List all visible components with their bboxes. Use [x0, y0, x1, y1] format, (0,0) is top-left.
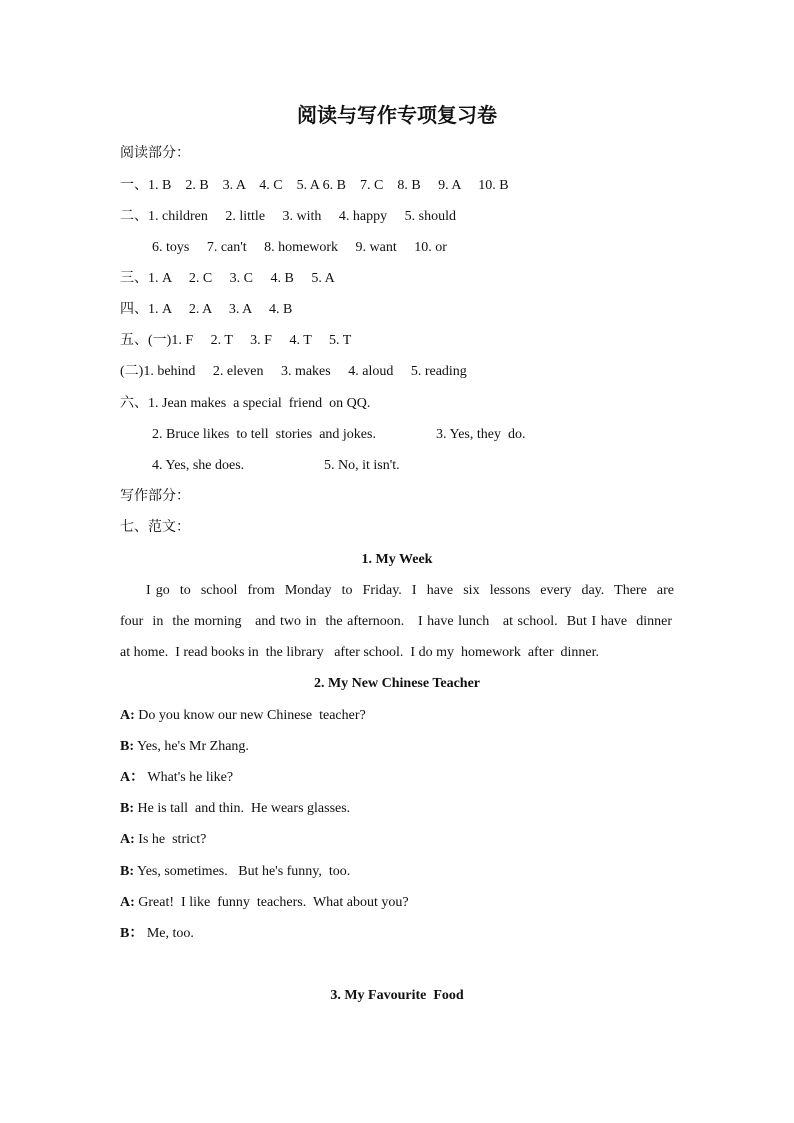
dialogue-line	[120, 924, 194, 944]
sample-heading: 七、范文：	[120, 520, 190, 535]
dialogue-text: He is tall and thin. He wears glasses.	[134, 801, 351, 816]
dialogue-line	[120, 893, 409, 913]
answer-line-3: 三、1. A 2. C 3. C 4. B 5. A	[120, 271, 335, 286]
answer-line-6-2: 2. Bruce likes to tell stories and jokes.	[152, 427, 376, 442]
dialogue-text: Do you know our new Chinese teacher?	[134, 708, 366, 723]
page-title: 阅读与写作专项复习卷	[297, 105, 497, 127]
dialogue-line	[120, 706, 366, 726]
essay1-title: 1. My Week	[361, 552, 433, 567]
answer-line-6-5: 5. No, it isn't.	[324, 458, 400, 473]
answer-line-5b: (二)1. behind 2. eleven 3. makes 4. aloud 5. reading	[120, 364, 467, 379]
dialogue-text: Great! I like funny teachers. What about you?	[134, 895, 409, 910]
answer-line-1: 一、1. B 2. B 3. A 4. C 5. A 6. B 7. C 8. B 9. A 10. B	[120, 178, 509, 193]
answer-line-2: 二、1. children 2. little 3. with 4. happy 5. should	[120, 209, 456, 224]
dialogue-line	[120, 737, 249, 757]
essay1-line-3: at home. I read books in the library after school. I do my homework after dinner.	[120, 645, 599, 660]
dialogue-text: Yes, he's Mr Zhang.	[134, 739, 249, 754]
answer-line-2b: 6. toys 7. can't 8. homework 9. want 10. or	[152, 240, 447, 255]
dialogue-text: Yes, sometimes. But he's funny, too.	[134, 864, 351, 879]
speaker-label: A:	[120, 832, 135, 847]
dialogue-text: What's he like?	[144, 770, 234, 785]
speaker-label: B:	[120, 801, 134, 816]
answer-line-4: 四、1. A 2. A 3. A 4. B	[120, 302, 293, 317]
dialogue-line	[120, 768, 233, 788]
essay3-title: 3. My Favourite Food	[330, 988, 464, 1003]
dialogue-text: Is he strict?	[134, 832, 207, 847]
answer-line-5: 五、(一)1. F 2. T 3. F 4. T 5. T	[120, 333, 352, 348]
dialogue-line	[120, 799, 350, 819]
answer-line-6: 六、1. Jean makes a special friend on QQ.	[120, 396, 371, 411]
speaker-label: B：	[120, 926, 144, 941]
essay2-title: 2. My New Chinese Teacher	[313, 676, 481, 691]
answer-line-6-3: 3. Yes, they do.	[436, 427, 526, 442]
dialogue-line	[120, 862, 350, 882]
speaker-label: A：	[120, 770, 145, 785]
dialogue-text: Me, too.	[143, 926, 194, 941]
speaker-label: A:	[120, 895, 135, 910]
writing-heading: 写作部分：	[120, 489, 190, 504]
speaker-label: B:	[120, 739, 134, 754]
dialogue-line	[120, 830, 206, 850]
speaker-label: A:	[120, 708, 135, 723]
essay1-line-2: four in the morning and two in the afternoon. I have lunch at school. But I have dinner	[120, 614, 672, 629]
essay1-line-1: I go to school from Monday to Friday. I have six lessons every day. There are	[146, 583, 674, 598]
speaker-label: B:	[120, 864, 134, 879]
reading-heading: 阅读部分：	[120, 146, 190, 161]
answer-line-6-4: 4. Yes, she does.	[152, 458, 245, 473]
